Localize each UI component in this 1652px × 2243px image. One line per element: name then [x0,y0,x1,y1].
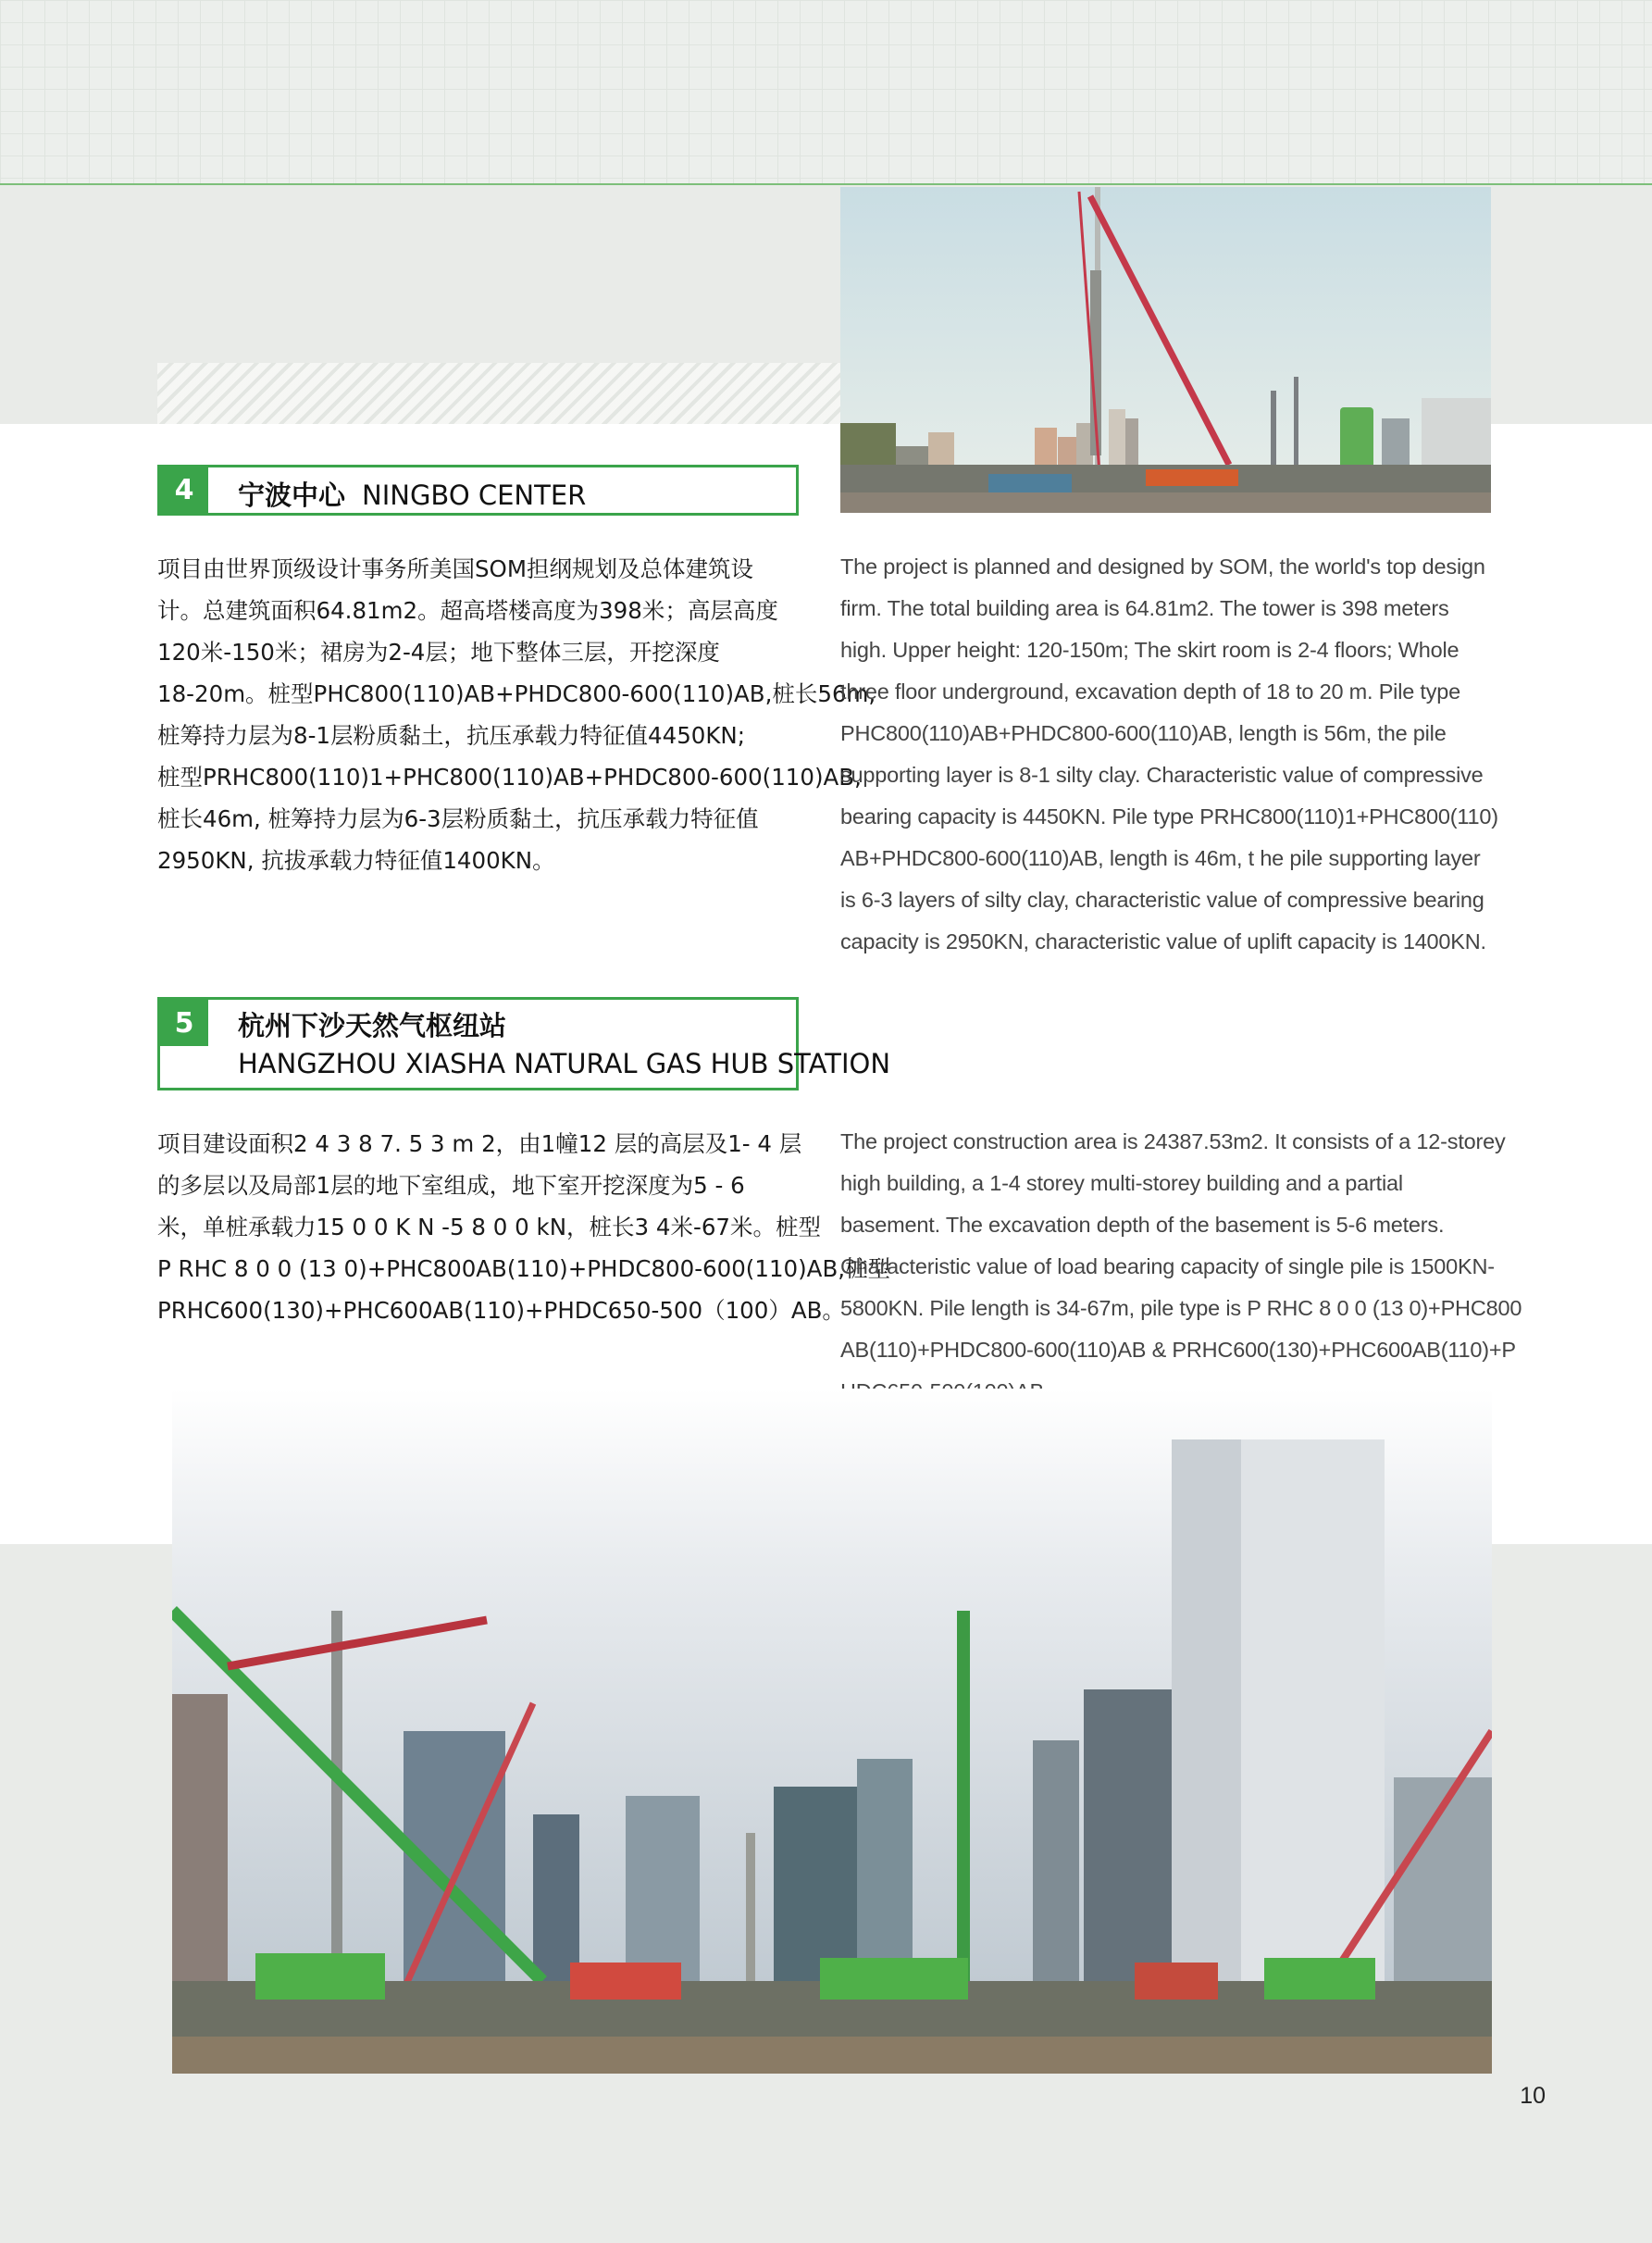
body-line: basement. The excavation depth of the basement is 5-6 meters. [840,1213,1445,1237]
section-5-number: 5 [160,1000,208,1046]
body-line: 的多层以及局部1层的地下室组成，地下室开挖深度为5 - 6 [157,1172,745,1199]
section-5-body-en [840,1121,1522,1413]
body-line: P RHC 8 0 0 (13 0)+PHC800AB(110)+PHDC800-600(110)AB,桩型 [157,1255,891,1282]
section-4-title [238,475,586,513]
body-line: bearing capacity is 4450KN. Pile type PRHC800(110)1+PHC800(110) [840,804,1498,829]
ningbo-site-photo [840,187,1491,513]
body-line: PHC800(110)AB+PHDC800-600(110)AB, length is 56m, the pile [840,721,1447,745]
section-5-title-zh-text: 杭州下沙天然气枢纽站 [238,1010,507,1041]
body-line: 桩筹持力层为8-1层粉质黏土，抗压承载力特征值4450KN; [157,722,746,749]
section-4-title-zh: 宁波中心 [238,480,346,511]
section-5-title-zh [238,1005,523,1043]
section-4-title-en: NINGBO CENTER [362,480,587,511]
body-line: AB+PHDC800-600(110)AB, length is 46m, t he pile supporting layer [840,846,1481,870]
page-number: 10 [1520,2083,1546,2109]
body-line: high. Upper height: 120-150m; The skirt room is 2-4 floors; Whole [840,638,1459,662]
body-line: AB(110)+PHDC800-600(110)AB & PRHC600(130)+PHC600AB(110)+P [840,1338,1516,1362]
section-4-number: 4 [160,467,208,513]
section-5-body-zh [157,1123,891,1331]
body-line: 项目建设面积2 4 3 8 7. 5 3 m 2，由1幢12 层的高层及1- 4 层 [157,1130,802,1157]
section-4-body-zh [157,548,876,881]
body-line: three floor underground, excavation depth of 18 to 20 m. Pile type [840,679,1461,704]
body-line: 桩型PRHC800(110)1+PHC800(110)AB+PHDC800-600(110)AB, [157,764,862,791]
body-line: The project is planned and designed by SOM, the world's top design [840,555,1485,579]
body-line: is 6-3 layers of silty clay, characteristic value of compressive bearing [840,888,1484,912]
section-5-header [157,997,891,1090]
section-4-header [157,465,799,516]
body-line: 计。总建筑面积64.81m2。超高塔楼高度为398米；高层高度 [157,597,778,624]
body-line: 米，单桩承载力15 0 0 K N -5 8 0 0 kN，桩长3 4米-67米。桩型 [157,1214,822,1240]
body-line: Characteristic value of load bearing capacity of single pile is 1500KN- [840,1254,1495,1278]
hangzhou-site-photo [172,1389,1492,2074]
body-line: PRHC600(130)+PHC600AB(110)+PHDC650-500（100）AB。 [157,1297,845,1324]
body-line: The project construction area is 24387.53m2. It consists of a 12-storey [840,1129,1506,1153]
body-line: firm. The total building area is 64.81m2. The tower is 398 meters [840,596,1449,620]
body-line: 120米-150米；裙房为2-4层；地下整体三层，开挖深度 [157,639,720,666]
body-line: 桩长46m, 桩筹持力层为6-3层粉质黏土，抗压承载力特征值 [157,805,759,832]
body-line: 项目由世界顶级设计事务所美国SOM担纲规划及总体建筑设 [157,555,753,582]
body-line: 5800KN. Pile length is 34-67m, pile type is P RHC 8 0 0 (13 0)+PHC800 [840,1296,1522,1320]
section-5-title-en: HANGZHOU XIASHA NATURAL GAS HUB STATION [238,1048,891,1079]
body-line: supporting layer is 8-1 silty clay. Characteristic value of compressive [840,763,1484,787]
header-grid-band [0,0,1652,185]
body-line: capacity is 2950KN, characteristic value of uplift capacity is 1400KN. [840,929,1486,953]
body-line: high building, a 1-4 storey multi-storey building and a partial [840,1171,1403,1195]
body-line: 18-20m。桩型PHC800(110)AB+PHDC800-600(110)AB,桩长56m, [157,680,876,707]
body-line: 2950KN, 抗拔承载力特征值1400KN。 [157,847,555,874]
section-4-body-en [840,546,1496,963]
